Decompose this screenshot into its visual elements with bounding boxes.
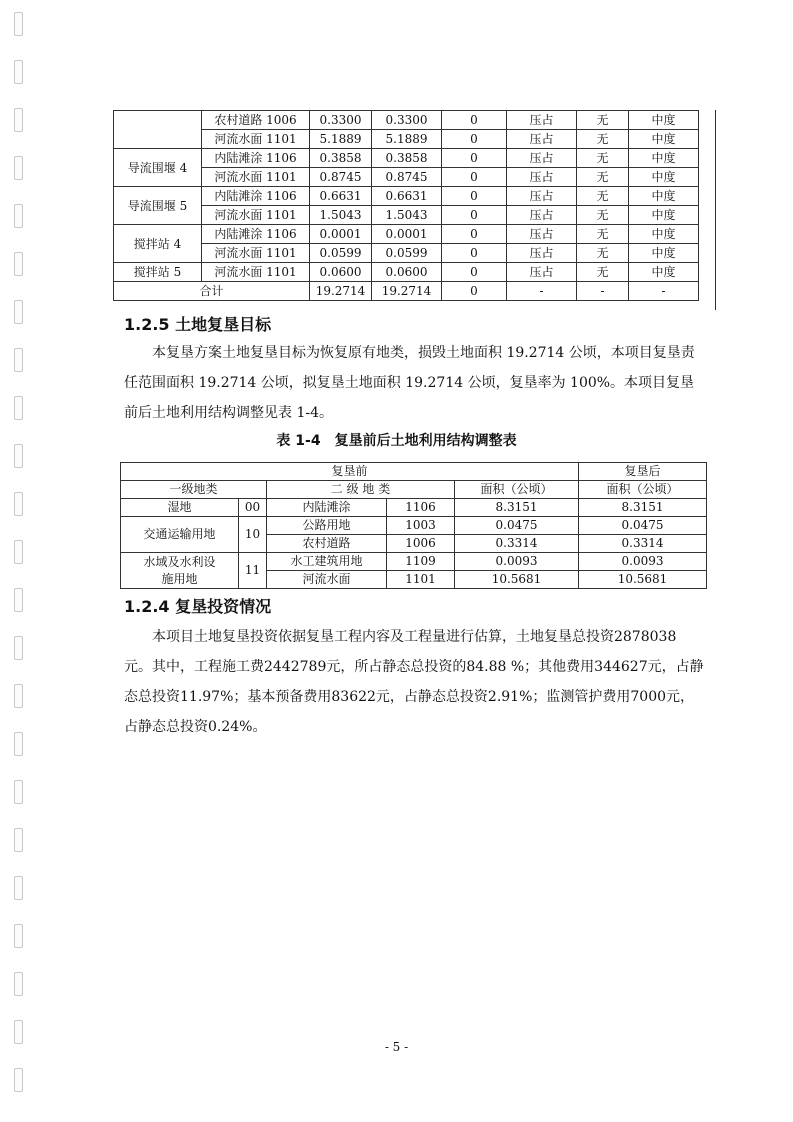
value-cell: 0.3858 — [310, 149, 372, 168]
value-cell: 0.0600 — [372, 263, 442, 282]
punch-hole — [14, 876, 23, 900]
col-level2: 二 级 地 类 — [267, 481, 455, 499]
value-cell: 无 — [577, 130, 629, 149]
value-cell: 中度 — [629, 130, 699, 149]
table-row — [121, 517, 707, 535]
unit-cell — [114, 111, 202, 149]
area-cell: 0.3314 — [455, 535, 579, 553]
punch-hole — [14, 636, 23, 660]
value-cell: 无 — [577, 168, 629, 187]
value-cell: 0 — [442, 244, 507, 263]
level1-cell: 交通运输用地 — [121, 517, 239, 553]
col-level1: 一级地类 — [121, 481, 267, 499]
punch-hole — [14, 252, 23, 276]
land-type-cell: 河流水面 1101 — [202, 130, 310, 149]
land-type-cell: 内陆滩涂 1106 — [202, 149, 310, 168]
value-cell: - — [577, 282, 629, 301]
area-cell: 0.0475 — [579, 517, 707, 535]
value-cell: 无 — [577, 111, 629, 130]
code-cell: 1101 — [387, 571, 455, 589]
code-cell: 1106 — [387, 499, 455, 517]
punch-hole — [14, 348, 23, 372]
land-type-cell: 农村道路 1006 — [202, 111, 310, 130]
land-type-cell: 内陆滩涂 1106 — [202, 225, 310, 244]
area-cell: 0.3314 — [579, 535, 707, 553]
table-row — [114, 187, 699, 206]
value-cell: 0.3300 — [372, 111, 442, 130]
value-cell: 无 — [577, 244, 629, 263]
punch-hole — [14, 588, 23, 612]
table-row — [114, 206, 699, 225]
code-cell: 1003 — [387, 517, 455, 535]
value-cell: 0.0001 — [310, 225, 372, 244]
punch-hole — [14, 684, 23, 708]
value-cell: 无 — [577, 187, 629, 206]
value-cell: 0.3858 — [372, 149, 442, 168]
value-cell: 0 — [442, 263, 507, 282]
total-row — [114, 282, 699, 301]
punch-hole — [14, 60, 23, 84]
table-row — [114, 168, 699, 187]
punch-hole — [14, 300, 23, 324]
land-type-cell: 河流水面 1101 — [202, 168, 310, 187]
value-cell: 0.6631 — [310, 187, 372, 206]
level2-cell: 农村道路 — [267, 535, 387, 553]
unit-cell: 导流围堰 4 — [114, 149, 202, 187]
punch-hole — [14, 972, 23, 996]
value-cell: 中度 — [629, 244, 699, 263]
value-cell: 压占 — [507, 225, 577, 244]
value-cell: 中度 — [629, 111, 699, 130]
table-row — [121, 553, 707, 571]
punch-hole — [14, 204, 23, 228]
damage-table-body — [114, 111, 699, 301]
code-cell: 00 — [239, 499, 267, 517]
land-type-cell: 河流水面 1101 — [202, 263, 310, 282]
value-cell: - — [629, 282, 699, 301]
table-row — [121, 499, 707, 517]
value-cell: 0 — [442, 149, 507, 168]
land-type-cell: 河流水面 1101 — [202, 244, 310, 263]
table-header-row — [121, 481, 707, 499]
code-cell: 1109 — [387, 553, 455, 571]
punch-hole — [14, 924, 23, 948]
value-cell: 0.0599 — [310, 244, 372, 263]
level2-cell: 水工建筑用地 — [267, 553, 387, 571]
table-row — [114, 263, 699, 282]
value-cell: 0.0599 — [372, 244, 442, 263]
level2-cell: 河流水面 — [267, 571, 387, 589]
area-cell: 10.5681 — [455, 571, 579, 589]
punch-hole — [14, 780, 23, 804]
value-cell: 中度 — [629, 149, 699, 168]
area-cell: 0.0475 — [455, 517, 579, 535]
value-cell: 0.8745 — [372, 168, 442, 187]
value-cell: 0.6631 — [372, 187, 442, 206]
table-row — [114, 225, 699, 244]
value-cell: 无 — [577, 225, 629, 244]
value-cell: 0.8745 — [310, 168, 372, 187]
value-cell: 0 — [442, 130, 507, 149]
code-cell: 10 — [239, 517, 267, 553]
level2-cell: 公路用地 — [267, 517, 387, 535]
table-caption: 表 1-4 复垦前后土地利用结构调整表 — [276, 433, 517, 449]
value-cell: 压占 — [507, 206, 577, 225]
value-cell: 中度 — [629, 263, 699, 282]
value-cell: 压占 — [507, 111, 577, 130]
code-cell: 1006 — [387, 535, 455, 553]
land-use-table — [120, 462, 707, 589]
punch-hole — [14, 108, 23, 132]
value-cell: 压占 — [507, 244, 577, 263]
unit-cell: 导流围堰 5 — [114, 187, 202, 225]
table-row — [114, 111, 699, 130]
value-cell: 19.2714 — [310, 282, 372, 301]
punch-hole — [14, 540, 23, 564]
page-number: - 5 - — [384, 1040, 409, 1054]
value-cell: 中度 — [629, 225, 699, 244]
area-cell: 8.3151 — [579, 499, 707, 517]
unit-cell: 搅拌站 4 — [114, 225, 202, 263]
value-cell: 5.1889 — [310, 130, 372, 149]
punch-hole — [14, 828, 23, 852]
level2-cell: 内陆滩涂 — [267, 499, 387, 517]
value-cell: 0.3300 — [310, 111, 372, 130]
land-type-cell: 河流水面 1101 — [202, 206, 310, 225]
section-heading: 1.2.5 土地复垦目标 — [124, 315, 272, 334]
land-type-cell: 内陆滩涂 1106 — [202, 187, 310, 206]
value-cell: 无 — [577, 206, 629, 225]
section-heading: 1.2.4 复垦投资情况 — [124, 597, 272, 616]
punch-hole — [14, 156, 23, 180]
col-area-after: 面积（公顷） — [579, 481, 707, 499]
value-cell: 压占 — [507, 130, 577, 149]
value-cell: 中度 — [629, 168, 699, 187]
value-cell: 5.1889 — [372, 130, 442, 149]
value-cell: - — [507, 282, 577, 301]
col-area-before: 面积（公顷） — [455, 481, 579, 499]
level1-name-line: 施用地 — [161, 571, 198, 586]
value-cell: 0 — [442, 282, 507, 301]
code-cell: 11 — [239, 553, 267, 589]
area-cell: 10.5681 — [579, 571, 707, 589]
value-cell: 1.5043 — [372, 206, 442, 225]
total-label: 合计 — [114, 282, 310, 301]
punch-hole — [14, 12, 23, 36]
value-cell: 压占 — [507, 263, 577, 282]
header-before: 复垦前 — [121, 463, 579, 481]
value-cell: 压占 — [507, 168, 577, 187]
punch-hole — [14, 492, 23, 516]
value-cell: 0.0001 — [372, 225, 442, 244]
area-cell: 0.0093 — [455, 553, 579, 571]
level1-cell: 湿地 — [121, 499, 239, 517]
section-paragraph: 本复垦方案土地复垦目标为恢复原有地类，损毁土地面积 19.2714 公顷，本项目复垦责任范围面积 19.2714 公顷，拟复垦土地面积 19.2714 公顷，复垦率为 100%。本项目复垦前后土地利用结构调整见表 1-4。 — [124, 345, 695, 421]
table-row — [114, 130, 699, 149]
table-row — [114, 149, 699, 168]
unit-cell: 搅拌站 5 — [114, 263, 202, 282]
punch-hole — [14, 396, 23, 420]
value-cell: 中度 — [629, 187, 699, 206]
value-cell: 压占 — [507, 149, 577, 168]
level1-name-line: 水域及水利设 — [143, 554, 216, 569]
area-cell: 0.0093 — [579, 553, 707, 571]
value-cell: 无 — [577, 263, 629, 282]
value-cell: 0 — [442, 225, 507, 244]
value-cell: 0 — [442, 111, 507, 130]
value-cell: 1.5043 — [310, 206, 372, 225]
value-cell: 无 — [577, 149, 629, 168]
level1-cell — [121, 553, 239, 589]
value-cell: 0 — [442, 168, 507, 187]
area-cell: 8.3151 — [455, 499, 579, 517]
table-right-border — [715, 110, 716, 310]
section-paragraph: 本项目土地复垦投资依据复垦工程内容及工程量进行估算，土地复垦总投资2878038元。其中，工程施工费2442789元，所占静态总投资的84.88 %；其他费用344627元，占静态总投资11.97%；基本预备费用83622元，占静态总投资2.91%；监测管护费用7000元，占静态总投资0.24%。 — [124, 629, 704, 735]
value-cell: 19.2714 — [372, 282, 442, 301]
value-cell: 0.0600 — [310, 263, 372, 282]
value-cell: 0 — [442, 206, 507, 225]
punch-hole — [14, 732, 23, 756]
punch-hole — [14, 1068, 23, 1092]
value-cell: 中度 — [629, 206, 699, 225]
table-row — [114, 244, 699, 263]
value-cell: 压占 — [507, 187, 577, 206]
value-cell: 0 — [442, 187, 507, 206]
table-header-row — [121, 463, 707, 481]
damage-table — [113, 110, 699, 301]
header-after: 复垦后 — [579, 463, 707, 481]
